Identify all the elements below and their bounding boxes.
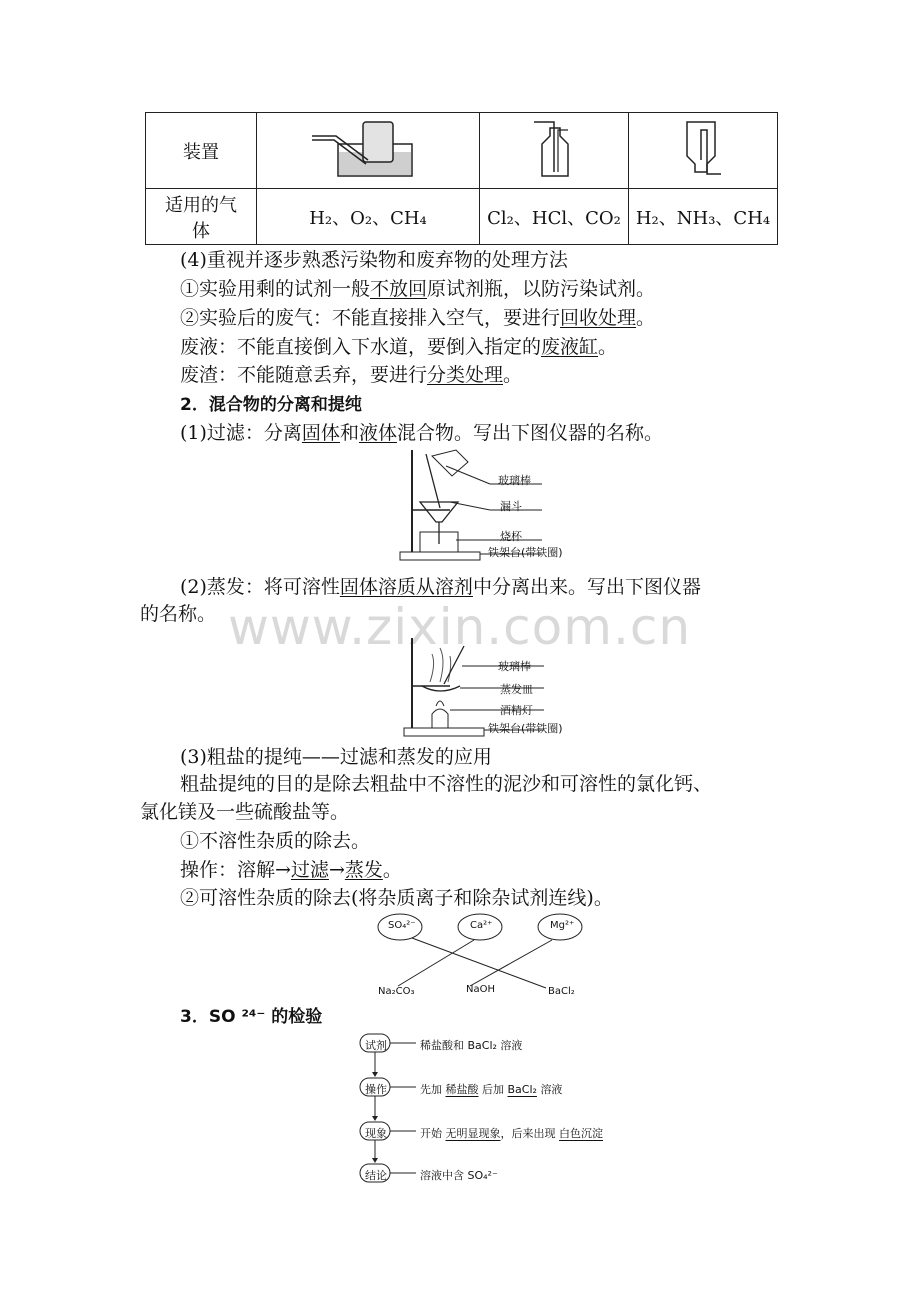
flow-text-phenomenon: 开始 无明显现象，后来出现 白色沉淀: [420, 1127, 603, 1140]
row-label-suitable-gas: 适用的气 体: [146, 189, 257, 245]
fig1-label-iron-stand: 铁架台(带铁圈): [488, 546, 563, 559]
section2-heading: 2．混合物的分离和提纯: [180, 395, 362, 415]
ion-sulfate: SO₄²⁻: [388, 920, 416, 931]
p4-line3: 废液：不能直接倒入下水道，要倒入指定的废液缸。: [180, 336, 618, 358]
sulfate-test-flow-figure: [356, 1030, 416, 1190]
gas-list-3: H₂、NH₃、CH₄: [629, 189, 778, 245]
fig2-label-glass-rod: 玻璃棒: [498, 660, 531, 673]
apparatus-water-displacement: [257, 113, 480, 189]
evaporation-line-cont: 的名称。: [140, 603, 217, 625]
flow-text-operation: 先加 稀盐酸 后加 BaCl₂ 溶液: [420, 1083, 563, 1096]
gas-list-2: Cl₂、HCl、CO₂: [480, 189, 629, 245]
crude-salt-line3: ①不溶性杂质的除去。: [180, 830, 371, 852]
p4-line2: ②实验后的废气：不能直接排入空气，要进行回收处理。: [180, 307, 656, 329]
fig2-label-alcohol-lamp: 酒精灯: [500, 704, 533, 717]
gas-list-1: H₂、O₂、CH₄: [257, 189, 480, 245]
ion-calcium: Ca²⁺: [470, 920, 493, 931]
crude-salt-line5: ②可溶性杂质的除去(将杂质离子和除杂试剂连线)。: [180, 887, 613, 909]
fig1-label-funnel: 漏斗: [500, 500, 522, 513]
reagent-barium-chloride: BaCl₂: [548, 986, 575, 997]
flow-step-conclusion: 结论: [365, 1169, 387, 1182]
filtration-line: (1)过滤：分离固体和液体混合物。写出下图仪器的名称。: [180, 422, 663, 444]
flow-text-conclusion: 溶液中含 SO₄²⁻: [420, 1169, 498, 1182]
fig2-label-iron-stand: 铁架台(带铁圈): [488, 722, 563, 735]
fig1-label-glass-rod: 玻璃棒: [498, 474, 531, 487]
crude-salt-line4: 操作：溶解→过滤→蒸发。: [180, 859, 402, 881]
p4-line4: 废渣：不能随意丢弃，要进行分类处理。: [180, 364, 523, 386]
p4-title: (4)重视并逐步熟悉污染物和废弃物的处理方法: [180, 249, 568, 271]
row-label-apparatus: 装置: [146, 113, 257, 189]
flow-step-phenomenon: 现象: [365, 1127, 387, 1140]
gas-collection-table: [145, 112, 778, 245]
fig1-label-beaker: 烧杯: [500, 530, 522, 543]
watermark: www.zixin.com.cn: [228, 598, 692, 656]
gas-bottle-upward-icon: [524, 116, 584, 180]
evaporation-line: (2)蒸发：将可溶性固体溶质从溶剂中分离出来。写出下图仪器: [180, 576, 701, 598]
water-trough-icon: [308, 116, 428, 180]
apparatus-upward-air: [480, 113, 629, 189]
reagent-sodium-carbonate: Na₂CO₃: [378, 986, 415, 997]
crude-salt-title: (3)粗盐的提纯——过滤和蒸发的应用: [180, 746, 492, 768]
gas-bottle-downward-icon: [673, 116, 733, 180]
p4-line1: ①实验用剩的试剂一般不放回原试剂瓶，以防污染试剂。: [180, 278, 656, 300]
section3-heading: 3．SO ²⁴⁻ 的检验: [180, 1007, 323, 1027]
flow-step-reagent: 试剂: [365, 1039, 387, 1052]
ion-magnesium: Mg²⁺: [550, 920, 575, 931]
flow-step-operation: 操作: [365, 1083, 387, 1096]
flow-text-reagent: 稀盐酸和 BaCl₂ 溶液: [420, 1039, 523, 1052]
apparatus-downward-air: [629, 113, 778, 189]
reagent-sodium-hydroxide: NaOH: [466, 984, 495, 995]
crude-salt-line2: 氯化镁及一些硫酸盐等。: [140, 801, 350, 823]
fig2-label-evaporating-dish: 蒸发皿: [500, 683, 533, 696]
crude-salt-line1: 粗盐提纯的目的是除去粗盐中不溶性的泥沙和可溶性的氯化钙、: [180, 773, 713, 795]
